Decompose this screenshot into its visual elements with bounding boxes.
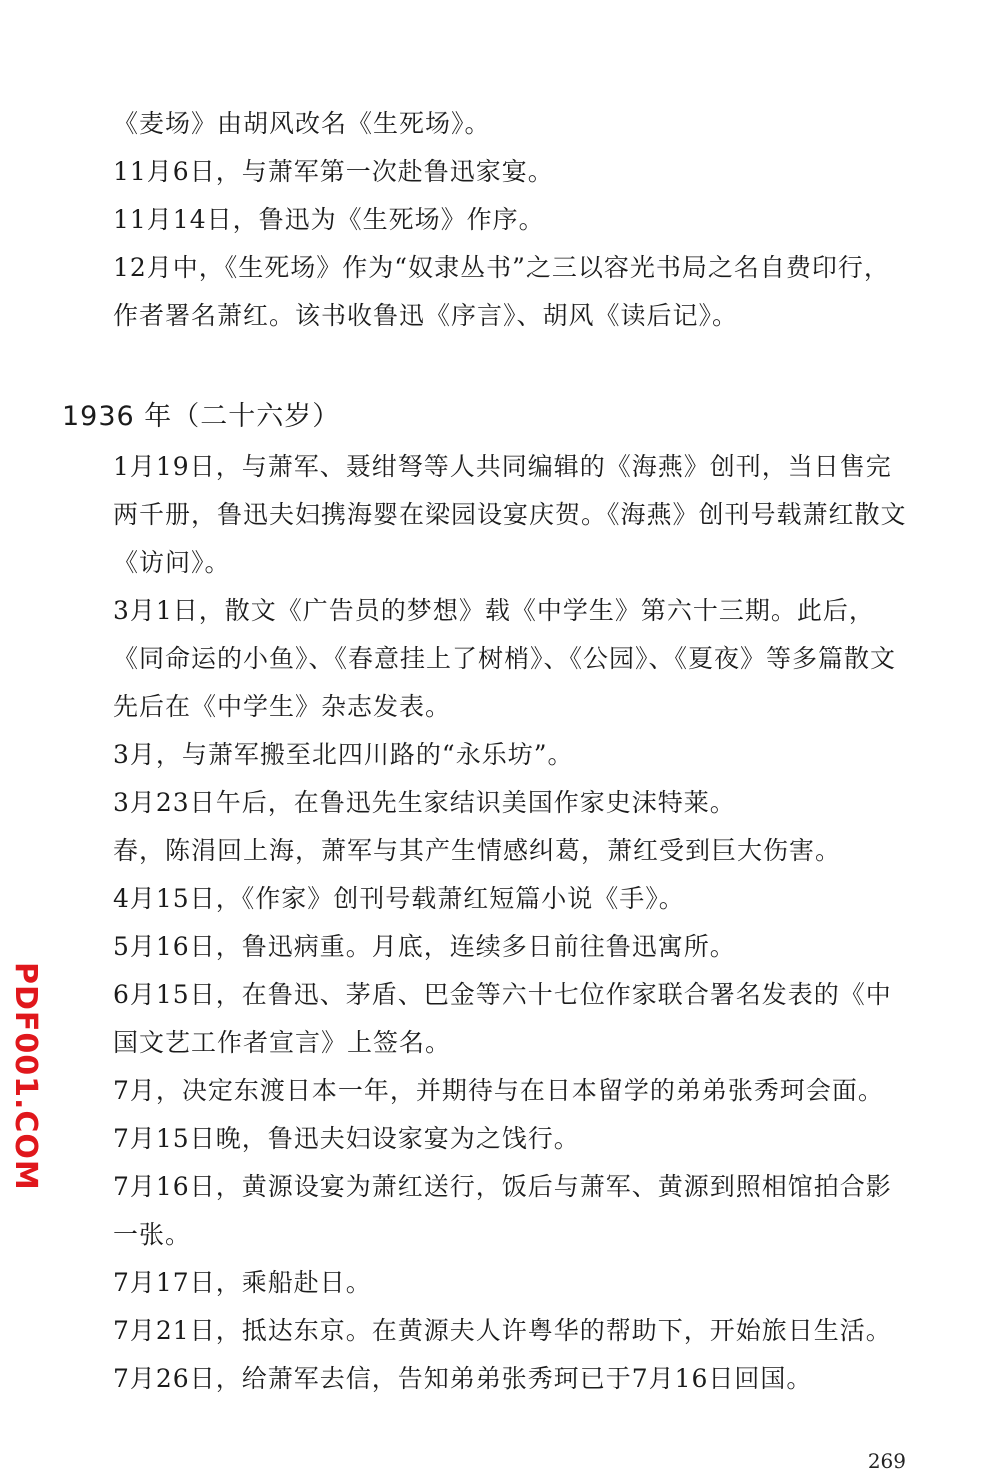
timeline-entry <box>113 779 736 827</box>
entry-line: 7月17日，乘船赴日。 <box>113 1268 372 1297</box>
entry-line: 7月15日晚，鲁迅夫妇设家宴为之饯行。 <box>113 1124 580 1153</box>
entry-line: 春，陈涓回上海，萧军与其产生情感纠葛，萧红受到巨大伤害。 <box>113 836 842 865</box>
timeline-entry <box>113 875 685 923</box>
entry-line: 《访问》。 <box>113 548 231 577</box>
entry-line: 《麦场》由胡风改名《生死场》。 <box>113 109 491 138</box>
entry-line: 先后在《中学生》杂志发表。 <box>113 692 452 721</box>
timeline-entry <box>113 196 545 244</box>
timeline-entry <box>113 1115 580 1163</box>
entry-line: 一张。 <box>113 1220 192 1249</box>
entry-line: 作者署名萧红。该书收鲁迅《序言》、胡风《读后记》。 <box>113 301 739 330</box>
timeline-entry <box>113 1355 812 1403</box>
entry-line: 3月23日午后，在鲁迅先生家结识美国作家史沫特莱。 <box>113 788 736 817</box>
entry-line: 5月16日，鲁迅病重。月底，连续多日前往鲁迅寓所。 <box>113 932 736 961</box>
timeline-entry <box>113 1163 892 1259</box>
entry-line: 两千册，鲁迅夫妇携海婴在梁园设宴庆贺。《海燕》创刊号载萧红散文 <box>113 500 907 529</box>
entry-line: 4月15日，《作家》创刊号载萧红短篇小说《手》。 <box>113 884 685 913</box>
page-number: 269 <box>867 1449 906 1473</box>
entry-line: 3月1日，散文《广告员的梦想》载《中学生》第六十三期。此后， <box>113 596 875 625</box>
entry-line: 7月，决定东渡日本一年，并期待与在日本留学的弟弟张秀珂会面。 <box>113 1076 884 1105</box>
watermark-text: PDF001.COM <box>8 962 43 1191</box>
entry-line: 7月21日，抵达东京。在黄源夫人许粤华的帮助下，开始旅日生活。 <box>113 1316 892 1345</box>
section-heading-1936: 1936 年（二十六岁） <box>62 401 341 432</box>
entry-line: 国文艺工作者宣言》上签名。 <box>113 1028 452 1057</box>
entry-line: 7月26日，给萧军去信，告知弟弟张秀珂已于7月16日回国。 <box>113 1364 813 1393</box>
entry-line: 12月中，《生死场》作为“奴隶丛书”之三以容光书局之名自费印行， <box>113 253 890 282</box>
entry-line: 7月16日，黄源设宴为萧红送行，饭后与萧军、黄源到照相馆拍合影 <box>113 1172 892 1201</box>
timeline-entry <box>113 244 890 340</box>
timeline-entry <box>113 731 573 779</box>
timeline-entry <box>113 1307 892 1355</box>
entry-line: 3月，与萧军搬至北四川路的“永乐坊”。 <box>113 740 574 769</box>
timeline-entry <box>113 1067 884 1115</box>
timeline-entry <box>113 148 554 196</box>
entry-line: 1月19日，与萧军、聂绀弩等人共同编辑的《海燕》创刊，当日售完 <box>113 452 892 481</box>
timeline-entry <box>113 827 841 875</box>
timeline-entry <box>113 971 892 1067</box>
entry-line: 6月15日，在鲁迅、茅盾、巴金等六十七位作家联合署名发表的《中 <box>113 980 892 1009</box>
entry-line: 11月14日，鲁迅为《生死场》作序。 <box>113 205 545 234</box>
timeline-entry <box>113 587 896 731</box>
timeline-entry <box>113 443 907 587</box>
timeline-entry <box>113 923 736 971</box>
entry-line: 11月6日，与萧军第一次赴鲁迅家宴。 <box>113 157 554 186</box>
timeline-entry <box>113 100 491 148</box>
entry-line: 《同命运的小鱼》、《春意挂上了树梢》、《公园》、《夏夜》等多篇散文 <box>113 644 897 673</box>
timeline-entry <box>113 1259 372 1307</box>
